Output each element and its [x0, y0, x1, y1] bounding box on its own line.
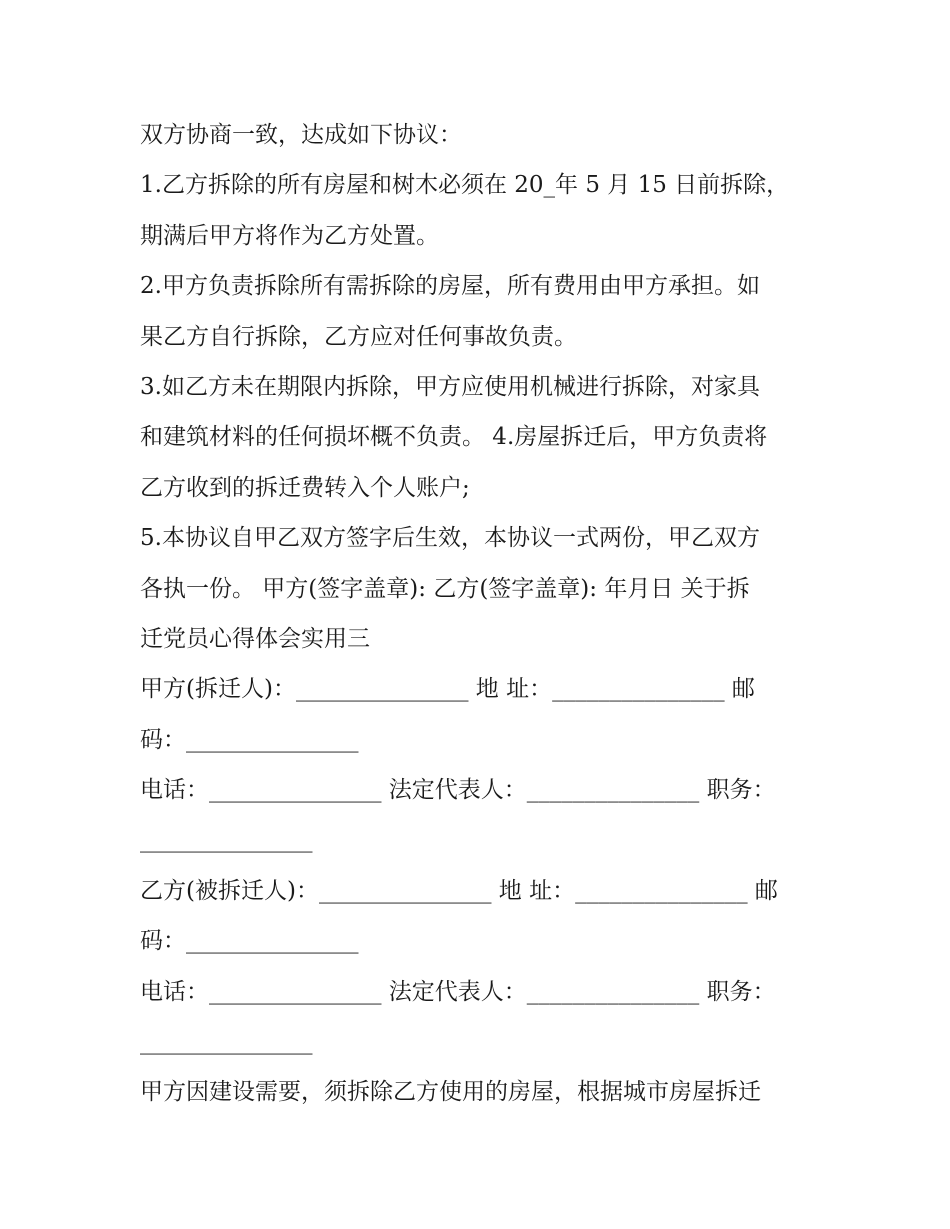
text-line: 2.甲方负责拆除所有需拆除的房屋，所有费用由甲方承担。如 [140, 273, 760, 300]
text-line: 1.乙方拆除的所有房屋和树木必须在 20_年 5 月 15 日前拆除， [140, 172, 790, 199]
text-line: 果乙方自行拆除，乙方应对任何事故负责。 [140, 323, 577, 350]
text-line: 5.本协议自甲乙双方签字后生效，本协议一式两份，甲乙双方 [140, 525, 760, 552]
text-line: _______________ [140, 827, 313, 854]
document-body [140, 110, 820, 1118]
text-line: 期满后甲方将作为乙方处置。 [140, 222, 439, 249]
text-line: 和建筑材料的任何损坏概不负责。 4.房屋拆迁后，甲方负责将 [140, 424, 768, 451]
text-line: 甲方因建设需要，须拆除乙方使用的房屋，根据城市房屋拆迁 [140, 1079, 761, 1106]
text-line: 双方协商一致，达成如下协议： [140, 122, 462, 148]
text-line: 码：_______________ [140, 928, 359, 955]
text-line: 迁党员心得体会实用三 [140, 625, 370, 652]
text-line: 乙方收到的拆迁费转入个人账户; [140, 474, 470, 501]
text-line: 码：_______________ [140, 726, 359, 753]
text-line: 电话：_______________ 法定代表人：_______________ 职务： [140, 777, 776, 804]
text-line: _______________ [140, 1029, 313, 1056]
text-line: 各执一份。 甲方(签字盖章): 乙方(签字盖章): 年月日 关于拆 [140, 575, 750, 602]
text-line: 3.如乙方未在期限内拆除，甲方应使用机械进行拆除，对家具 [140, 373, 760, 400]
text-line: 电话：_______________ 法定代表人：_______________ 职务： [140, 978, 776, 1005]
text-line: 乙方(被拆迁人)：_______________ 地 址：_______________ 邮 [140, 877, 778, 904]
text-line: 甲方(拆迁人)：_______________ 地 址：_______________ 邮 [140, 676, 755, 703]
